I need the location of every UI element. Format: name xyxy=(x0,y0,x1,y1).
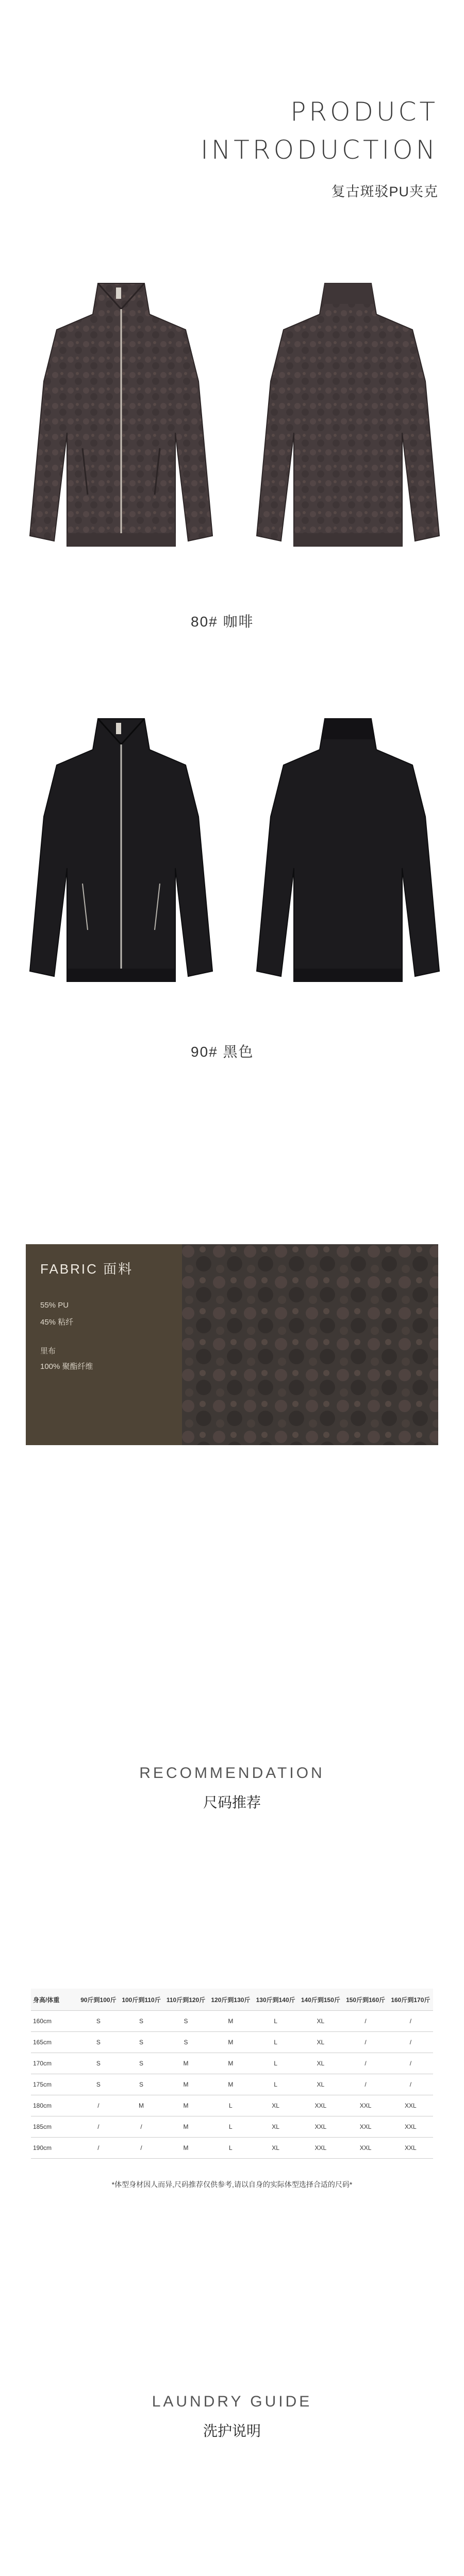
size-cell: M xyxy=(208,2074,253,2095)
size-cell: M xyxy=(208,2032,253,2053)
size-cell: XL xyxy=(298,2011,343,2032)
size-cell: M xyxy=(119,2095,164,2116)
size-cell: XXL xyxy=(298,2138,343,2159)
size-cell: XXL xyxy=(343,2095,388,2116)
fabric-shell-line: 45% 粘纤 xyxy=(40,1318,74,1327)
size-row-height: 160cm xyxy=(31,2011,78,2032)
size-cell: / xyxy=(343,2074,388,2095)
size-cell: / xyxy=(119,2116,164,2138)
size-cell: S xyxy=(78,2074,119,2095)
size-cell: S xyxy=(163,2011,208,2032)
size-cell: / xyxy=(343,2032,388,2053)
size-cell: / xyxy=(388,2032,433,2053)
size-cell: S xyxy=(78,2011,119,2032)
size-cell: XXL xyxy=(388,2095,433,2116)
size-cell: / xyxy=(78,2116,119,2138)
size-cell: M xyxy=(163,2053,208,2074)
size-table-header: 120斤到130斤 xyxy=(208,1989,253,2011)
fabric-section xyxy=(26,1244,438,1445)
size-cell: XXL xyxy=(388,2138,433,2159)
size-cell: / xyxy=(343,2053,388,2074)
size-table-row xyxy=(31,2074,433,2095)
size-table-row xyxy=(31,2095,433,2116)
size-table-row xyxy=(31,2011,433,2032)
size-cell: M xyxy=(208,2011,253,2032)
size-row-height: 190cm xyxy=(31,2138,78,2159)
size-cell: / xyxy=(119,2138,164,2159)
size-table-header: 140斤到150斤 xyxy=(298,1989,343,2011)
product-name: 复古斑驳PU夹克 xyxy=(331,184,438,199)
size-cell: S xyxy=(119,2032,164,2053)
size-table-row xyxy=(31,2032,433,2053)
size-cell: L xyxy=(208,2116,253,2138)
coffee-jacket-back-image xyxy=(247,278,449,567)
size-cell: M xyxy=(163,2116,208,2138)
size-cell: M xyxy=(163,2138,208,2159)
fabric-texture-image xyxy=(182,1244,438,1445)
size-cell: XXL xyxy=(388,2116,433,2138)
variant-label-coffee: 80# 咖啡 xyxy=(191,614,254,630)
recommendation-title-en: RECOMMENDATION xyxy=(139,1765,325,1782)
fabric-info-panel xyxy=(26,1244,182,1445)
size-row-height: 165cm xyxy=(31,2032,78,2053)
black-jacket-front-image xyxy=(21,714,222,1002)
variant-label-black: 90# 黑色 xyxy=(191,1044,254,1060)
size-cell: L xyxy=(208,2138,253,2159)
coffee-jacket-front-image xyxy=(21,278,222,567)
size-row-height: 170cm xyxy=(31,2053,78,2074)
size-cell: M xyxy=(208,2053,253,2074)
fabric-shell-line: 55% PU xyxy=(40,1301,69,1310)
size-cell: XL xyxy=(298,2053,343,2074)
size-cell: M xyxy=(163,2074,208,2095)
size-table-row xyxy=(31,2053,433,2074)
black-jacket-back-image xyxy=(247,714,449,1002)
fabric-lining-line: 100% 聚酯纤维 xyxy=(40,1362,93,1371)
size-cell: M xyxy=(163,2095,208,2116)
size-cell: / xyxy=(388,2074,433,2095)
size-cell: / xyxy=(78,2095,119,2116)
size-cell: L xyxy=(253,2011,298,2032)
size-cell: S xyxy=(119,2074,164,2095)
size-cell: XL xyxy=(298,2074,343,2095)
size-table-header: 90斤到100斤 xyxy=(78,1989,119,2011)
size-cell: XL xyxy=(253,2116,298,2138)
size-cell: S xyxy=(119,2053,164,2074)
size-cell: XL xyxy=(253,2138,298,2159)
size-table-header: 100斤到110斤 xyxy=(119,1989,164,2011)
laundry-title-cn: 洗护说明 xyxy=(203,2423,261,2439)
size-cell: XXL xyxy=(343,2138,388,2159)
size-note: *体型身材因人而异,尺码推荐仅供参考,请以自身的实际体型选择合适的尺码* xyxy=(111,2180,353,2189)
header-title-line1: PRODUCT xyxy=(290,97,438,127)
recommendation-title-cn: 尺码推荐 xyxy=(203,1794,261,1810)
size-cell: / xyxy=(388,2053,433,2074)
size-row-height: 180cm xyxy=(31,2095,78,2116)
size-table xyxy=(31,1989,433,2159)
fabric-lining-title: 里布 xyxy=(40,1347,56,1355)
size-cell: / xyxy=(343,2011,388,2032)
size-cell: XL xyxy=(253,2095,298,2116)
size-table-header: 110斤到120斤 xyxy=(163,1989,208,2011)
size-cell: XXL xyxy=(298,2116,343,2138)
size-table-header: 160斤到170斤 xyxy=(388,1989,433,2011)
size-table-row xyxy=(31,2116,433,2138)
size-cell: L xyxy=(208,2095,253,2116)
size-cell: S xyxy=(78,2053,119,2074)
size-cell: XXL xyxy=(343,2116,388,2138)
size-cell: S xyxy=(78,2032,119,2053)
size-cell: XXL xyxy=(298,2095,343,2116)
size-cell: / xyxy=(78,2138,119,2159)
size-cell: S xyxy=(163,2032,208,2053)
size-cell: XL xyxy=(298,2032,343,2053)
laundry-title-en: LAUNDRY GUIDE xyxy=(152,2393,312,2410)
size-table-row xyxy=(31,2138,433,2159)
size-table-header: 身高/体重 xyxy=(31,1989,78,2011)
size-cell: / xyxy=(388,2011,433,2032)
size-table-header-row xyxy=(31,1989,433,2011)
size-table-header: 130斤到140斤 xyxy=(253,1989,298,2011)
fabric-title: FABRIC 面料 xyxy=(40,1261,134,1277)
size-cell: S xyxy=(119,2011,164,2032)
size-cell: L xyxy=(253,2053,298,2074)
size-cell: L xyxy=(253,2032,298,2053)
size-row-height: 175cm xyxy=(31,2074,78,2095)
size-row-height: 185cm xyxy=(31,2116,78,2138)
header-title-line2: INTRODUCTION xyxy=(201,135,438,165)
size-table-header: 150斤到160斤 xyxy=(343,1989,388,2011)
size-cell: L xyxy=(253,2074,298,2095)
